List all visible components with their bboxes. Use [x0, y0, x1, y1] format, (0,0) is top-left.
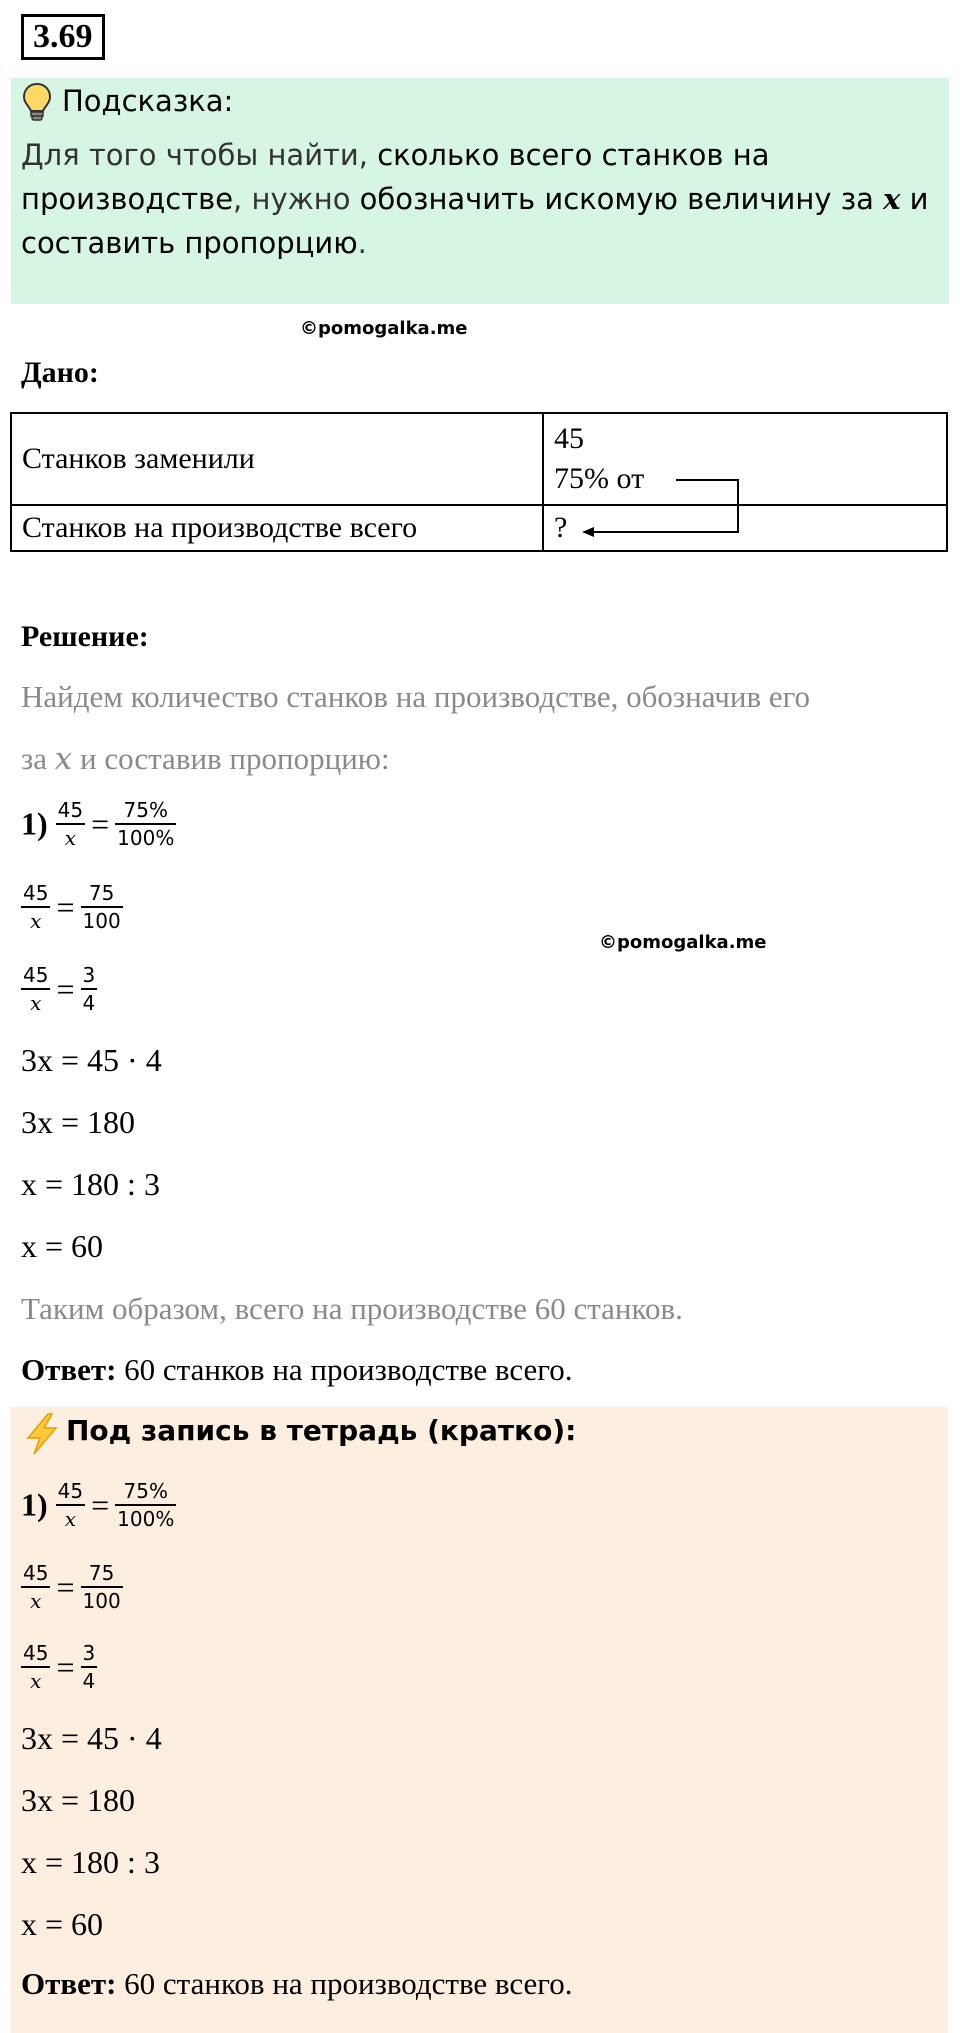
note-equation-2: 3x = 180 [21, 1782, 136, 1818]
notebook-title: Под запись в тетрадь (кратко): [66, 1414, 577, 1447]
row1-value: 45 75% от [543, 413, 947, 505]
watermark-2: ©pomogalka.me [599, 932, 767, 953]
step1-solution: 1) $\frac{45}{x}$ = $\frac{75\%}{100\%}$ [21, 798, 175, 850]
equation-4: x = 60 [21, 1228, 104, 1264]
solution-title: Решение: [21, 620, 149, 653]
row2-label: Станков на производстве всего [11, 505, 543, 551]
fraction-3: $\frac{45}{x}$ = $\frac{3}{4}$ [23, 963, 96, 1015]
note-equation-4: x = 60 [21, 1906, 104, 1942]
note-fraction-3: $\frac{45}{x}$ = $\frac{3}{4}$ [23, 1641, 96, 1693]
given-table [10, 412, 948, 552]
hint-title: Подсказка: [62, 84, 234, 118]
note-step1: 1) $\frac{45}{x}$ = $\frac{75\%}{100\%}$ [21, 1479, 175, 1531]
solution-intro-2: за x и составив пропорцию: [21, 741, 390, 777]
note-answer: Ответ: 60 станков на производстве всего. [21, 1966, 573, 2001]
equation-3: x = 180 : 3 [21, 1166, 160, 1202]
note-equation-3: x = 180 : 3 [21, 1844, 160, 1880]
note-equation-1: 3x = 45 · 4 [21, 1720, 162, 1756]
note-fraction-2: $\frac{45}{x}$ = $\frac{75}{100}$ [23, 1561, 121, 1613]
watermark: ©pomogalka.me [300, 318, 468, 339]
answer: Ответ: 60 станков на производстве всего. [21, 1352, 573, 1387]
conclusion: Таким образом, всего на производстве 60 станков. [21, 1291, 683, 1326]
fraction-2: $\frac{45}{x}$ = $\frac{75}{100}$ [23, 881, 121, 933]
arrow-icon [570, 470, 750, 540]
given-title: Дано: [21, 356, 99, 389]
hint-text: Для того чтобы найти, сколько всего станков на производстве, нужно обозначить искомую величину за x и составить пропорцию. [21, 138, 929, 260]
row2-value: ? [543, 505, 947, 551]
lightning-icon [22, 1412, 62, 1456]
solution-intro-1: Найдем количество станков на производстве, обозначив его [21, 679, 811, 714]
equation-1: 3x = 45 · 4 [21, 1042, 162, 1078]
problem-number: 3.69 [21, 14, 105, 60]
lightbulb-icon [22, 82, 52, 122]
equation-2: 3x = 180 [21, 1104, 136, 1140]
row1-label: Станков заменили [11, 413, 543, 505]
